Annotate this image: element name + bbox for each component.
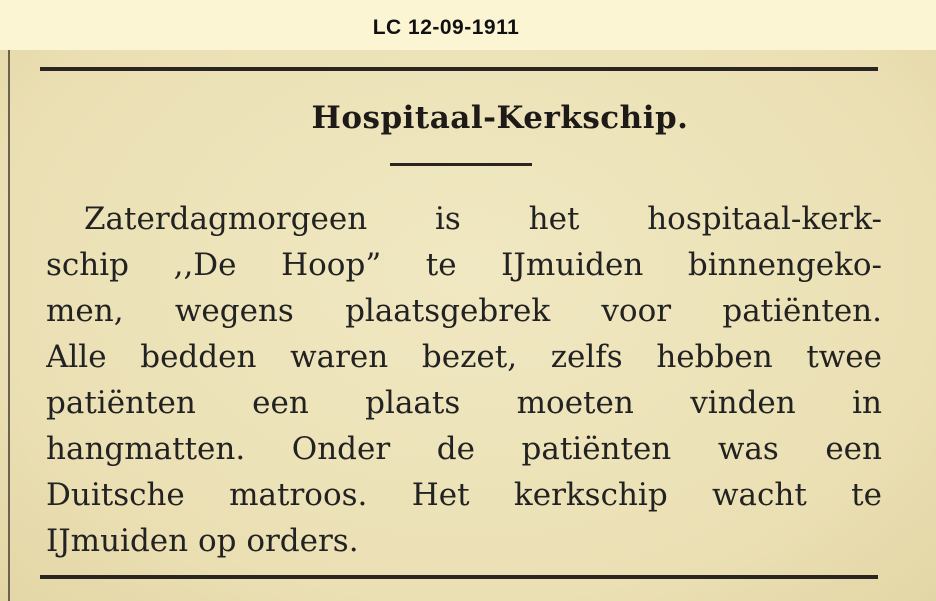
article-line: Alle bedden waren bezet, zelfs hebben twee	[46, 339, 882, 375]
column-margin-line	[8, 50, 10, 601]
article-line: schip ,,De Hoop” te IJmuiden binnengeko-	[46, 247, 882, 283]
article-line: patiënten een plaats moeten vinden in	[46, 385, 882, 421]
article-line: IJmuiden op orders.	[46, 523, 359, 559]
bottom-rule	[40, 575, 878, 579]
article-line: men, wegens plaatsgebrek voor patiënten.	[46, 293, 882, 329]
article-line: Duitsche matroos. Het kerkschip wacht te	[46, 477, 882, 513]
article-line: hangmatten. Onder de patiënten was een	[46, 431, 882, 467]
article-headline: Hospitaal-Kerkschip.	[311, 100, 689, 136]
article-line: Zaterdagmorgeen is het hospitaal-kerk-	[84, 201, 882, 237]
headline-rule	[390, 163, 532, 166]
top-rule	[40, 67, 878, 71]
date-caption: LC 12-09-1911	[372, 16, 520, 39]
